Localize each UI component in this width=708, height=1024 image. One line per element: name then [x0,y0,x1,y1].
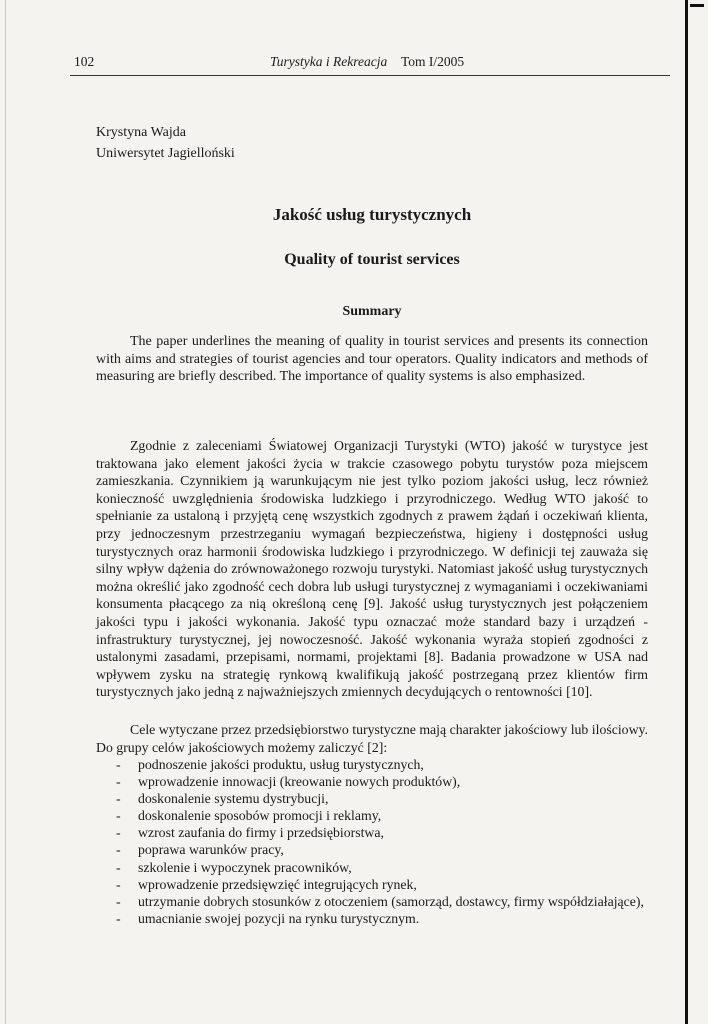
list-dash: - [116,774,121,790]
list-dash: - [116,842,121,858]
scan-right-edge [685,0,708,1024]
list-item: - utrzymanie dobrych stosunków z otoczeniem (samorząd, dostawcy, firmy współdziałające), [116,893,644,909]
header-rule [70,75,670,76]
summary-paragraph: The paper underlines the meaning of quality in tourist services and presents its connection with aims and strategies of tourist agencies and tour operators. Quality indicators and methods of measuring are briefly described. The importance of quality systems is also emphasized. [96,334,648,384]
journal-name: Turystyka i Rekreacja [270,54,388,69]
list-item: - podnoszenie jakości produktu, usług turystycznych, [116,757,424,772]
running-header [74,54,668,74]
list-item: - wprowadzenie innowacji (kreowanie nowych produktów), [116,774,461,790]
list-dash: - [116,859,121,875]
list-item: - doskonalenie systemu dystrybucji, [116,791,329,807]
summary-text-block [96,333,648,386]
author-name: Krystyna Wajda [96,125,186,140]
page-number: 102 [74,54,95,69]
paper-title: Jakość usług turystycznych [272,205,472,224]
list-dash: - [116,910,121,926]
list-dash: - [116,808,121,824]
scan-left-edge [5,0,6,1024]
list-item: - wprowadzenie przedsięwzięć integrujących rynek, [116,876,417,892]
list-dash: - [116,876,121,892]
list-item: - szkolenie i wypoczynek pracowników, [116,859,352,875]
body-paragraph-1: Zgodnie z zaleceniami Światowej Organizacji Turystyki (WTO) jakość w turystyce jest traktowana jako element jakości życia w trakcie czasowego pobytu turystów poza miejscem zamieszkania. Czynnikiem ją warunkującym nie jest tylko poziom jakości usług, lecz również konieczność uwzględnienia środowiska ludzkiego i przyrodniczego. Według WTO jakość to spełnianie za ustaloną i przyjętą cenę wszystkich zgodnych z prawem żądań i oczekiwań klienta, przy jednoczesnym przestrzeganiu wymagań bezpieczeństwa, higieny i dostępności usług turystycznych oraz harmonii środowiska ludzkiego i przyrodniczego. W definicji tej zauważa się silny wpływ dążenia do zrównoważonego rozwoju turystyki. Natomiast jakość usług turystycznych można określić jako zgodność cech dobra lub usługi turystycznej z wymaganiami i oczekiwaniami konsumenta płacącego za nią określoną cenę [9]. Jakość usług turystycznych jest połączeniem jakości typu i jakości wykonania. Jakość typu oznaczać może standard bazy i urządzeń - infrastruktury turystycznej, jej nowoczesność. Jakość wykonania wyraża stopień zgodności z ustalonymi zasadami, przepisami, normami, projektami [8]. Badania prowadzone w USA nad wpływem zysku na strategię rynkową kwalifikują jakość postrzeganą przez klientów firm turystycznych jako jedną z najważniejszych zmiennych decydujących o rentowności [10]. [96,438,648,700]
volume-label: Tom I/2005 [401,54,465,69]
list-dash: - [116,791,121,807]
list-item: - umacnianie swojej pozycji na rynku turystycznym. [116,910,420,926]
body-paragraph-2: Cele wytyczane przez przedsiębiorstwo turystyczne mają charakter jakościowy lub ilościowy. Do grupy celów jakościowych możemy zaliczyć [2]: [96,722,648,755]
list-item: - doskonalenie sposobów promocji i reklamy, [116,808,382,824]
list-dash: - [116,825,121,841]
list-dash: - [116,893,121,909]
list-item: - poprawa warunków pracy, [116,842,284,858]
list-item: - wzrost zaufania do firmy i przedsiębiorstwa, [116,825,384,841]
author-block [96,122,235,164]
author-affiliation: Uniwersytet Jagielloński [96,146,235,161]
paper-subtitle: Quality of tourist services [284,251,460,268]
body-section-1 [96,437,648,701]
summary-heading: Summary [342,304,402,319]
body-section-2 [96,721,648,756]
quality-goals-list [96,756,648,927]
list-dash: - [116,757,121,772]
